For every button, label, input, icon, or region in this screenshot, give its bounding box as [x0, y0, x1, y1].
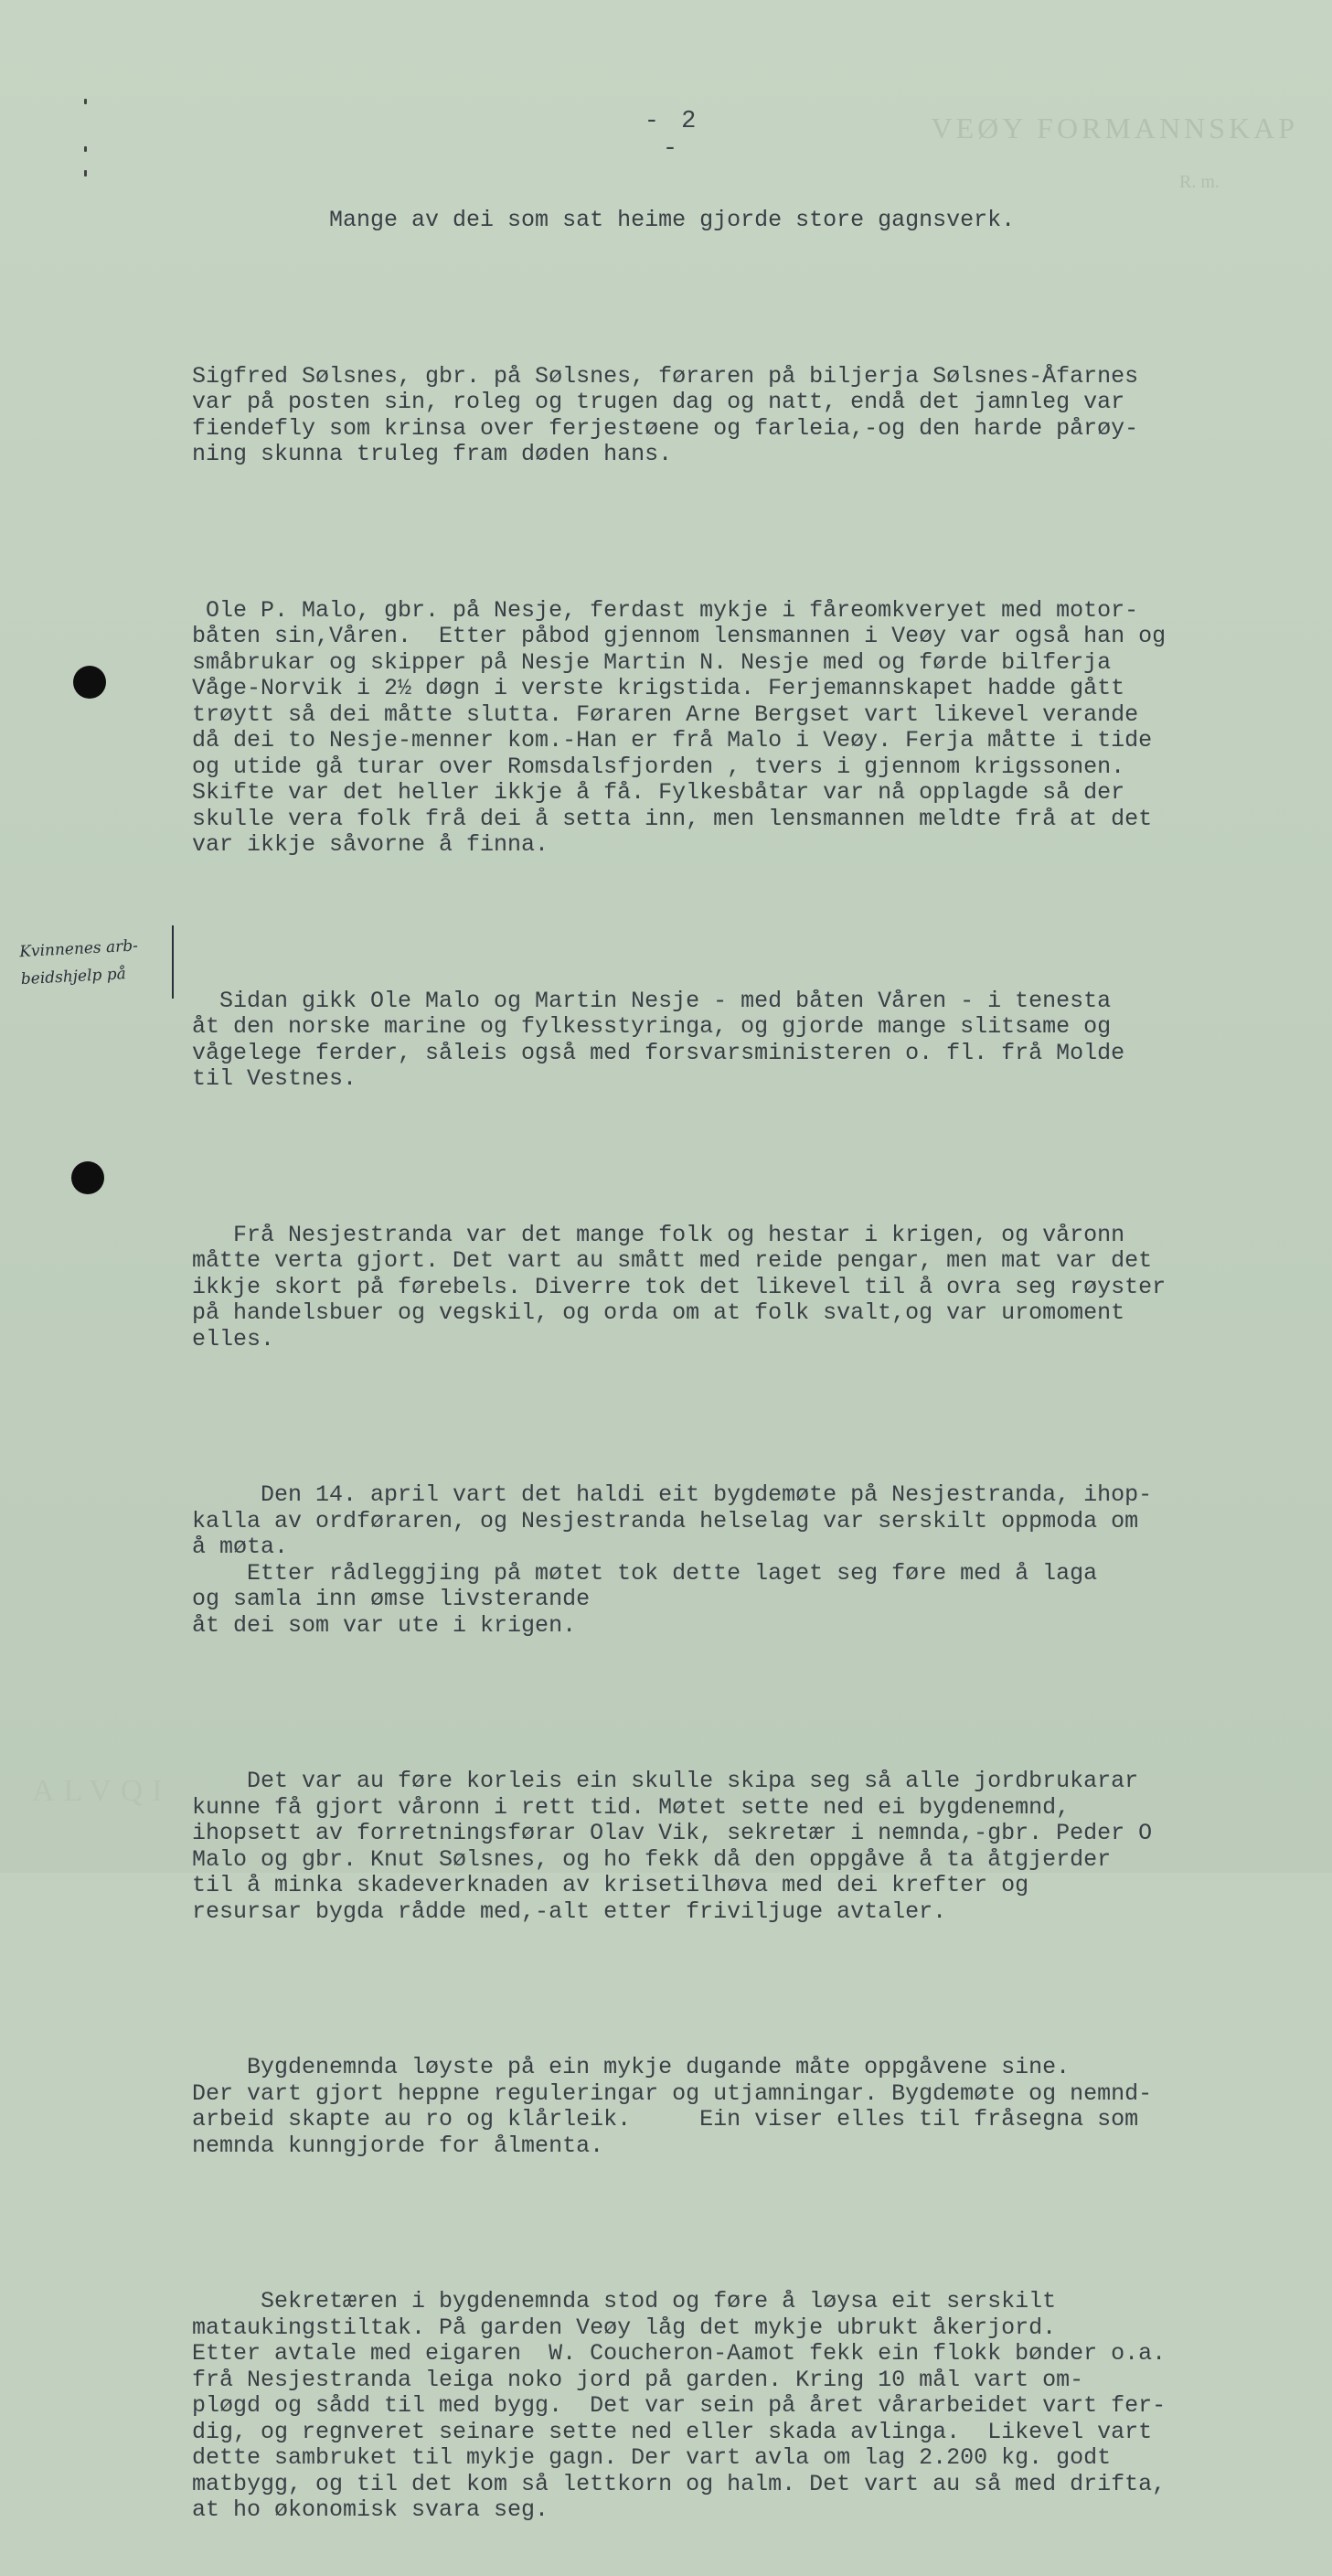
margin-bracket	[172, 925, 181, 999]
watermark-stamp: VEØY FORMANNSKAP	[931, 112, 1298, 144]
margin-note-line: Kvinnenes arb-	[18, 936, 139, 962]
margin-note-line: beidshjelp på	[20, 965, 127, 989]
paragraph: Sidan gikk Ole Malo og Martin Nesje - med båten Våren - i tenesta åt den norske marine og fylkesstyringa, og gjorde mange slitsame og vågelege ferder, såleis også med forsvarsministeren o. fl. frå Molde til Vestnes.	[192, 987, 1125, 1092]
paragraph: Mange av dei som sat heime gjorde store gagnsverk.	[192, 207, 1016, 233]
page-number: - 2 -	[644, 108, 700, 163]
binding-mark	[84, 170, 87, 176]
paragraph: Frå Nesjestranda var det mange folk og hestar i krigen, og våronn måtte verta gjort. Det vart au smått med reide pengar, men mat var det ikkje skort på førebels. Diverre tok det likevel til å ovra seg røyster på handelsbuer og vegskil, og orda om at folk svalt,og var uromoment elles.	[192, 1221, 1167, 1352]
binding-mark	[84, 146, 87, 152]
paragraph: Sekretæren i bygdenemnda stod og føre å løysa eit serskilt mataukingstiltak. På garden Veøy låg det mykje ubrukt åkerjord. Etter avtale med eigaren W. Coucheron-Aamot fekk ein flokk bønder o.a. frå Nesjestranda leiga noko jord på garden. Kring 10 mål vart om- pløgd og sådd til med bygg. Det var sein på året vårarbeidet vart fer- dig, og regnveret seinare sette ned eller skada avlinga. Likevel vart dette sambruket til mykje gagn. Der vart avla om lag 2.200 kg. godt matbygg, og til det kom så lettkorn og halm. Det vart au så med drifta, at ho økonomisk svara seg.	[192, 2288, 1167, 2523]
paragraph: Bygdenemnda løyste på ein mykje dugande måte oppgåvene sine. Der vart gjort heppne reguleringar og utjamningar. Bygdemøte og nemnd- arbeid skapte au ro og klårleik. Ein viser elles til fråsegna som nemnda kunngjorde for ålmenta.	[192, 2054, 1153, 2159]
paragraph: Sigfred Sølsnes, gbr. på Sølsnes, føraren på biljerja Sølsnes-Åfarnes var på posten sin, roleg og trugen dag og natt, endå det jamnleg var fiendefly som krinsa over ferjestøene og farleia,-og den harde pårøy- ning skunna truleg fram døden hans.	[192, 362, 1139, 467]
watermark-small: R. m.	[1179, 172, 1220, 192]
paragraph: Ole P. Malo, gbr. på Nesje, ferdast mykje i fåreomkveryet med motor- båten sin,Våren. Etter påbod gjennom lensmannen i Veøy var også han og småbrukar og skipper på Nesje Martin N. Nesje med og førde bilferja Våge-Norvik i 2½ døgn i verste krigstida. Ferjemannskapet hadde gått trøytt så dei måtte slutta. Føraren Arne Bergset vart likevel verande då dei to Nesje-menner kom.-Han er frå Malo i Veøy. Ferja måtte i tide og utide gå turar over Romsdalsfjorden , tvers i gjennom krigssonen. Skifte var det heller ikkje å få. Fylkesbåtar var nå opplagde så der skulle vera folk frå dei å setta inn, men lensmannen meldte frå at det var ikkje såvorne å finna.	[192, 596, 1167, 858]
paragraph: Det var au føre korleis ein skulle skipa seg så alle jordbrukarar kunne få gjort våronn i rett tid. Møtet sette ned ei bygdenemnd, ihopsett av forretningsførar Olav Vik, sekretær i nemnda,-gbr. Peder O Malo og gbr. Knut Sølsnes, og ho fekk då den oppgåve å ta åtgjerder til å minka skadeverknaden av krisetilhøva med dei krefter og resursar bygda rådde med,-alt etter friviljuge avtaler.	[192, 1768, 1153, 1925]
binding-mark	[84, 99, 87, 104]
watermark-bottom: ALVQI	[32, 1774, 172, 1808]
punch-hole	[71, 1161, 104, 1194]
punch-hole	[73, 666, 106, 699]
paragraph: Den 14. april vart det haldi eit bygdemøte på Nesjestranda, ihop- kalla av ordføraren, og Nesjestranda helselag var serskilt oppmoda om å møta. Etter rådleggjing på møtet tok dette laget seg føre med å laga og samla inn ømse livsterande åt dei som var ute i krigen.	[192, 1481, 1153, 1639]
handwritten-margin-note	[19, 931, 168, 993]
typed-body-text	[192, 155, 1326, 2576]
